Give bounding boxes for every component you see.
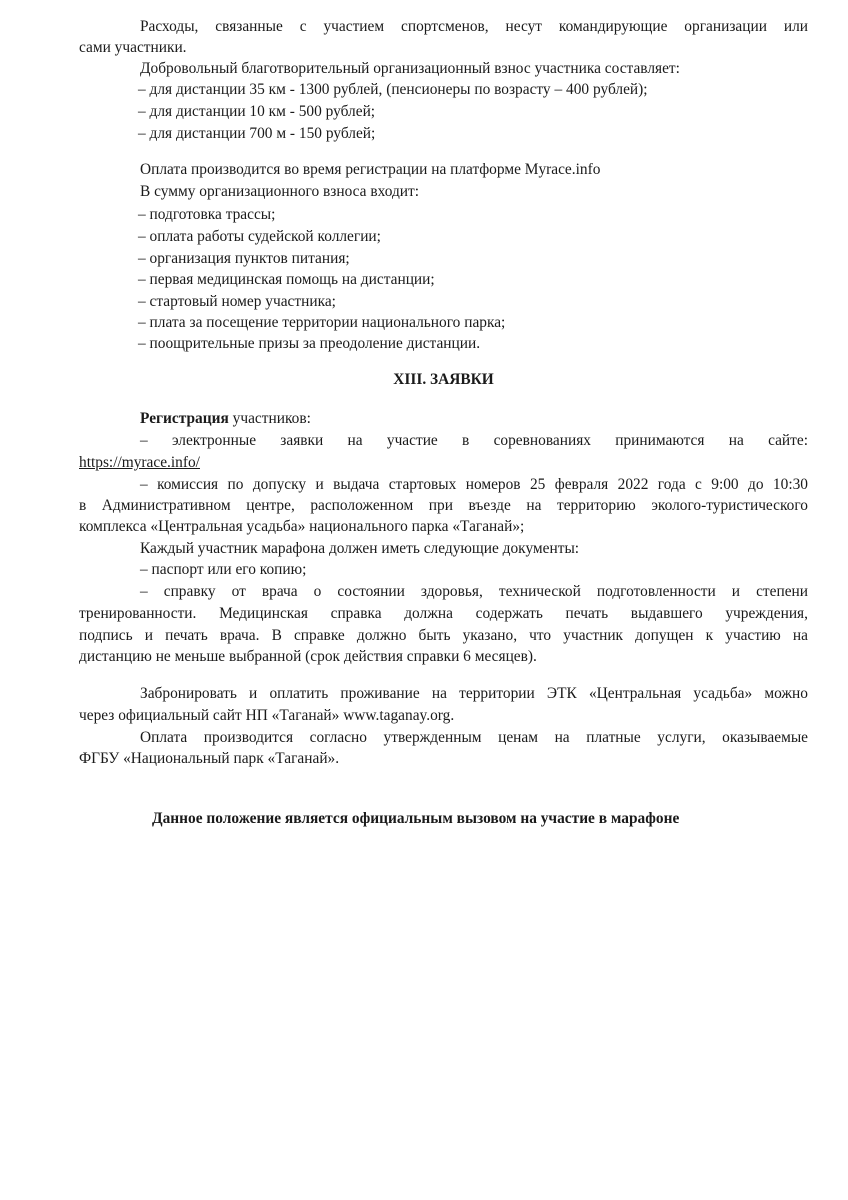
passport-item: – паспорт или его копию; xyxy=(140,561,307,578)
booking-line-1: Забронировать и оплатить проживание на территории ЭТК «Центральная усадьба» можно xyxy=(140,685,808,702)
certificate-line-3: подпись и печать врача. В справке должно быть указано, что участник допущен к участию на xyxy=(79,627,808,644)
certificate-line-1: – справку от врача о состоянии здоровья, технической подготовленности и степени xyxy=(140,583,808,600)
expenses-line-2: сами участники. xyxy=(79,39,187,56)
documents-intro: Каждый участник марафона должен иметь следующие документы: xyxy=(140,540,580,557)
includes-item: – оплата работы судейской коллегии; xyxy=(138,228,381,245)
includes-item: – стартовый номер участника; xyxy=(138,293,336,310)
myrace-link[interactable]: https://myrace.info/ xyxy=(79,454,200,471)
includes-item: – подготовка трассы; xyxy=(138,206,276,223)
price-line-2: ФГБУ «Национальный парк «Таганай». xyxy=(79,750,340,767)
includes-item: – плата за посещение территории национального парка; xyxy=(138,314,506,331)
section-title: XIII. ЗАЯВКИ xyxy=(393,371,494,388)
includes-item: – первая медицинская помощь на дистанции; xyxy=(138,271,435,288)
commission-line-2: в Административном центре, расположенном при въезде на территорию эколого-туристического xyxy=(79,497,808,514)
registration-bold: Регистрация xyxy=(140,410,229,427)
fee-item: – для дистанции 700 м - 150 рублей; xyxy=(138,125,376,142)
includes-intro: В сумму организационного взноса входит: xyxy=(140,183,420,200)
registration-heading xyxy=(140,409,311,429)
price-line-1: Оплата производится согласно утвержденным ценам на платные услуги, оказываемые xyxy=(140,729,808,746)
payment-note: Оплата производится во время регистрации на платформе Myrace.info xyxy=(140,161,601,178)
closing-statement: Данное положение является официальным вызовом на участие в марафоне xyxy=(152,810,680,827)
fee-item: – для дистанции 35 км - 1300 рублей, (пенсионеры по возрасту – 400 рублей); xyxy=(138,81,648,98)
includes-item: – организация пунктов питания; xyxy=(138,250,350,267)
certificate-line-4: дистанцию не меньше выбранной (срок действия справки 6 месяцев). xyxy=(79,648,537,665)
registration-rest: участников: xyxy=(228,410,311,427)
online-applications: – электронные заявки на участие в соревнованиях принимаются на сайте: xyxy=(140,432,808,449)
commission-line-1: – комиссия по допуску и выдача стартовых номеров 25 февраля 2022 года с 9:00 до 10:30 xyxy=(140,476,808,493)
fee-item: – для дистанции 10 км - 500 рублей; xyxy=(138,103,376,120)
expenses-line-1: Расходы, связанные с участием спортсменов, несут командирующие организации или xyxy=(140,18,808,35)
includes-item: – поощрительные призы за преодоление дистанции. xyxy=(138,335,481,352)
commission-line-3: комплекса «Центральная усадьба» национального парка «Таганай»; xyxy=(79,518,525,535)
certificate-line-2: тренированности. Медицинская справка должна содержать печать выдавшего учреждения, xyxy=(79,605,808,622)
fee-intro: Добровольный благотворительный организационный взнос участника составляет: xyxy=(140,60,680,77)
booking-line-2: через официальный сайт НП «Таганай» www.taganay.org. xyxy=(79,707,455,724)
